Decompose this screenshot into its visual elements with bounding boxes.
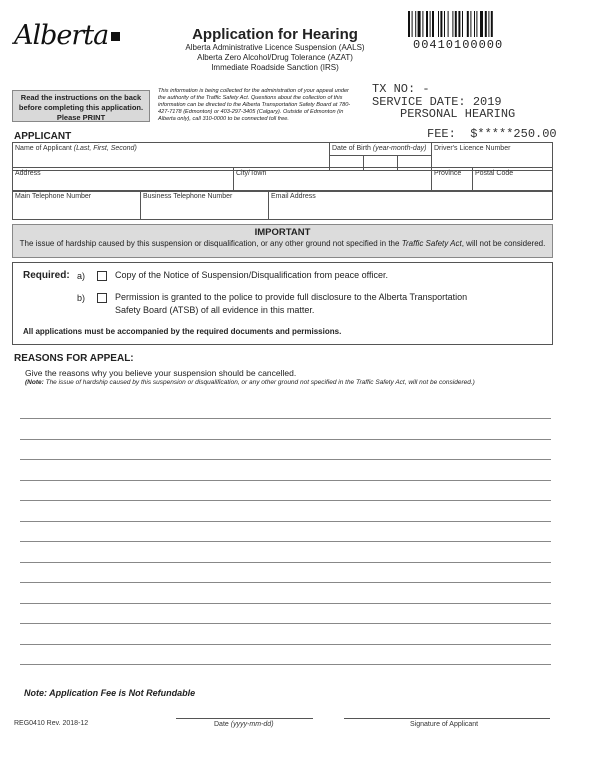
fee-note: Note: Application Fee is Not Refundable [24,688,196,698]
postal-code-field[interactable]: Postal Code [473,168,553,192]
applicant-row-2 [12,167,553,192]
reason-line[interactable] [20,664,551,665]
address-field[interactable]: Address [13,168,234,192]
email-field[interactable]: Email Address [269,191,553,220]
subtitle-azat: Alberta Zero Alcohol/Drug Tolerance (AZAT) [197,53,353,62]
reason-line[interactable] [20,480,551,481]
required-a-letter: a) [77,271,86,281]
logo-mark-icon [111,32,120,41]
required-a-checkbox[interactable] [97,271,107,281]
applicant-row-3 [12,190,553,220]
stamp-service-date: SERVICE DATE: 2019 [372,95,502,109]
required-footer: All applications must be accompanied by the required documents and permissions. [23,327,342,336]
alberta-logo: Alberta [14,20,120,51]
reasons-note: (Note: The issue of hardship caused by this suspension or disqualification, or any other ground not specified in the Traffic Safety Act, will not be considered.) [25,379,475,386]
instructions-box [12,90,150,122]
reason-line[interactable] [20,418,551,419]
subtitle-aals: Alberta Administrative Licence Suspension (AALS) [185,43,365,52]
reason-line[interactable] [20,623,551,624]
reason-line[interactable] [20,459,551,460]
dob-field[interactable]: Date of Birth (year-month-day) [330,143,432,171]
required-b-checkbox[interactable] [97,293,107,303]
form-code: REG0410 Rev. 2018-12 [14,720,89,727]
date-line[interactable] [176,718,313,719]
stamp-fee: FEE: $*****250.00 [427,127,557,141]
stamp-tx-no: TX NO: - [372,82,430,96]
reason-line[interactable] [20,541,551,542]
stamp-hearing-type: PERSONAL HEARING [400,107,516,121]
applicant-heading: APPLICANT [14,131,72,142]
important-box [12,224,553,258]
instructions-line-1: Read the instructions on the back [20,93,142,102]
name-field[interactable]: Name of Applicant (Last, First, Second) [13,143,330,171]
privacy-notice: This information is being collected for the administration of your appeal under the authority of the Traffic Safety Act. Questions about the collection of this information can be directed to the Alberta Transportation Safety Board at 780-427-7178 (Edmonton) or 403-297-3405 (Calgary). Outside of Edmonton (in Alberta only), call 310-0000 to be connected toll free. [158,88,351,122]
required-box [12,262,553,345]
barcode-icon [408,11,538,37]
reason-line[interactable] [20,603,551,604]
reason-line[interactable] [20,500,551,501]
instructions-line-3: Please PRINT [56,113,106,122]
reasons-prompt: Give the reasons why you believe your suspension should be cancelled. [25,368,297,378]
reason-line[interactable] [20,521,551,522]
city-field[interactable]: City/Town [234,168,432,192]
main-phone-field[interactable]: Main Telephone Number [13,191,141,220]
form-number: 00410100000 [413,38,504,52]
required-b-text-1: Permission is granted to the police to provide full disclosure to the Alberta Transportation [115,292,468,302]
date-label: Date (yyyy-mm-dd) [214,721,274,728]
form-title: Application for Hearing [192,26,358,43]
reason-line[interactable] [20,644,551,645]
reason-line[interactable] [20,562,551,563]
province-field[interactable]: Province [432,168,473,192]
required-label: Required: [23,270,70,281]
important-heading: IMPORTANT [254,227,311,238]
title-block [150,26,400,73]
subtitle-irs: Immediate Roadside Sanction (IRS) [211,63,339,72]
signature-label: Signature of Applicant [410,721,479,728]
important-text: The issue of hardship caused by this suspension or disqualification, or any other ground not specified in the Traffic Safety Act, will not be considered. [19,239,546,248]
signature-line[interactable] [344,718,550,719]
reason-line[interactable] [20,582,551,583]
required-b-letter: b) [77,293,86,303]
instructions-line-2: before completing this application. [18,103,144,112]
licence-field[interactable]: Driver's Licence Number [432,143,553,171]
business-phone-field[interactable]: Business Telephone Number [141,191,269,220]
reasons-heading: REASONS FOR APPEAL: [14,353,134,364]
required-b-text-2: Safety Board (ATSB) of all evidence in this matter. [115,305,315,315]
reason-line[interactable] [20,439,551,440]
required-a-text: Copy of the Notice of Suspension/Disqualification from peace officer. [115,270,388,280]
